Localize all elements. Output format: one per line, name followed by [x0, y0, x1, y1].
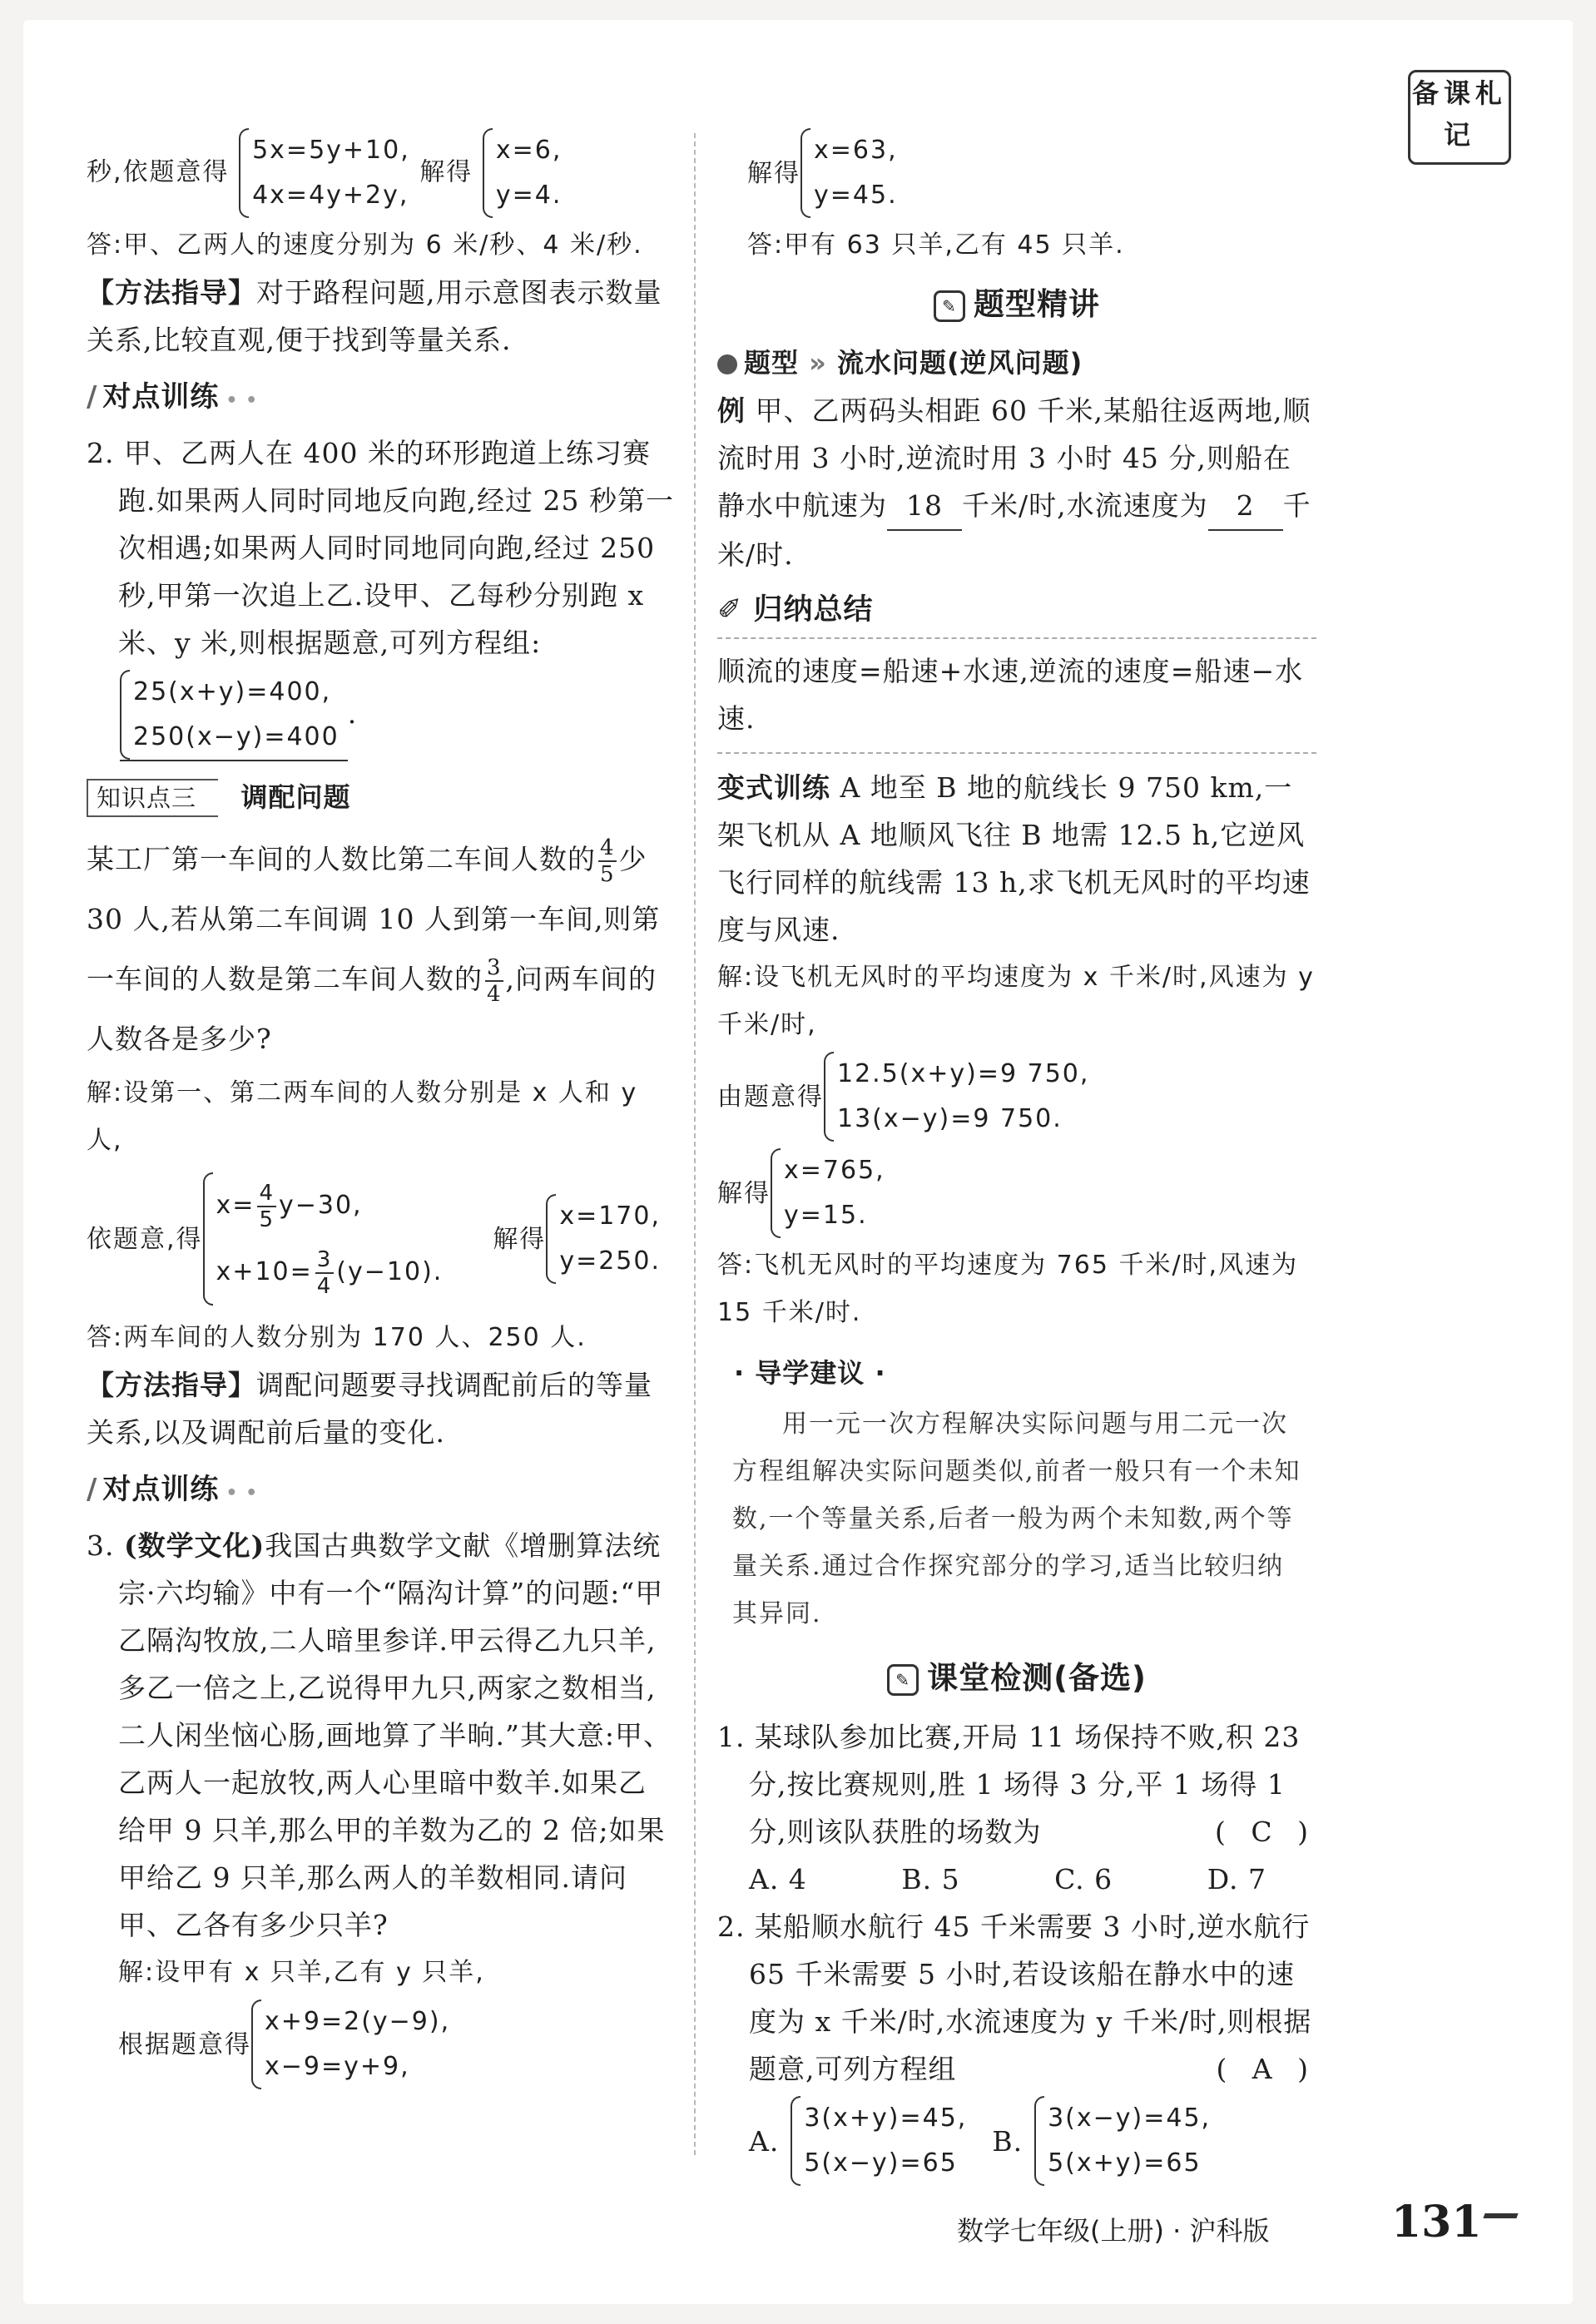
numerator: 4 — [600, 835, 615, 860]
numerator: 3 — [487, 955, 502, 980]
guide-text: 用一元一次方程解决实际问题与用二元一次方程组解决实际问题类似,前者一般只有一个未知数,一个等量关系,后者一般为两个未知数,两个等量关系.通过合作探究部分的学习,适当比较归纳其异同. — [732, 1410, 1301, 1628]
solution-lead: 解得 — [747, 158, 800, 188]
option-label: A. — [749, 2124, 780, 2158]
option: B. 5 — [901, 1863, 960, 1895]
drill-heading-2: / 对点训练 • • — [87, 1473, 259, 1506]
example-problem — [717, 387, 1316, 578]
equation: x=63, — [814, 136, 898, 165]
example-tag: 例 — [717, 394, 746, 427]
allocation-problem — [87, 830, 674, 1069]
question-text: 我国古典数学文献《增删算法统宗·六均输》中有一个“隔沟计算”的问题:“甲乙隔沟牧放,二人暗里参详.甲云得乙九只羊,多乙一倍之上,乙说得甲九只,两家之数相当,二人闲坐恼心肠,画地算了半晌.”其大意:甲、乙两人一起放牧,两人心里暗中数羊.如果乙给甲 9 只羊,那么甲的羊数为乙的 2 倍;如果甲给乙 9 只羊,那么两人的羊数相同.请问甲、乙各有多少只羊? — [118, 1529, 672, 1941]
equation: 250(x−y)=400 — [133, 722, 340, 751]
question-text: 2. 某船顺水航行 45 千米需要 3 小时,逆水航行 65 千米需要 5 小时,若设该船在静水中的速度为 x 千米/时,水流速度为 y 千米/时,则根据题意,可列方程组 — [717, 1910, 1312, 2085]
section-title: 课堂检测(备选) — [927, 1660, 1147, 1696]
summary-title: 归纳总结 — [753, 593, 874, 627]
knowledge-point-3 — [87, 773, 674, 821]
right-column — [717, 125, 1316, 2189]
topic-title: 流水问题(逆风问题) — [836, 347, 1083, 379]
answer-blank: 2 — [1208, 482, 1283, 531]
summary-text: 顺流的速度=船速+水速,逆流的速度=船速−水速. — [717, 655, 1304, 735]
denominator: 4 — [487, 982, 502, 1007]
problem1-solution — [87, 125, 674, 221]
topic-icon — [717, 354, 737, 374]
equation: 3(x−y)=45, — [1048, 2103, 1212, 2133]
solution-system — [800, 128, 898, 218]
equation: 5(x+y)=65 — [1048, 2148, 1202, 2178]
equation: 3(x+y)=45, — [804, 2103, 968, 2133]
equation-system — [239, 128, 410, 218]
topic-label: 题型 — [744, 347, 800, 379]
section-question-types — [717, 280, 1316, 328]
section-icon: ✎ — [934, 290, 965, 322]
section-title: 题型精讲 — [974, 286, 1100, 322]
question-3: 3. (数学文化)我国古典数学文献《增删算法统宗·六均输》中有一个“隔沟计算”的问题:“甲乙隔沟牧放,二人暗里参详.甲云得乙九只羊,多乙一倍之上,乙说得甲九只,两家之数相当,二人闲坐恼心肠,画地算了半晌.”其大意:甲、乙两人一起放牧,两人心里暗中数羊.如果乙给甲 9 只羊,那么甲的羊数为乙的 2 倍;如果甲给乙 9 只羊,那么两人的羊数相同.请问甲、乙各有多少只羊? — [87, 1529, 672, 1941]
question-3-system — [87, 1996, 674, 2093]
equation — [216, 1172, 444, 1239]
equation: x+9=2(y−9), — [265, 2007, 451, 2036]
fraction — [315, 1247, 335, 1299]
pencil-icon: ✐ — [717, 593, 743, 627]
eq-part: y−30, — [278, 1191, 363, 1220]
equation: x=6, — [495, 136, 563, 165]
variant-tag: 变式训练 — [717, 771, 830, 804]
equation: 13(x−y)=9 750. — [837, 1104, 1063, 1133]
question-3-solution: 解:设甲有 x 只羊,乙有 y 只羊, — [118, 1958, 485, 1987]
solution-lead: 依题意,得 — [87, 1224, 203, 1254]
method-guide-2 — [87, 1361, 674, 1456]
section-class-test — [717, 1654, 1316, 1702]
answer-blank: 18 — [887, 482, 962, 531]
equation — [216, 1239, 444, 1306]
test-question-2 — [717, 1903, 1316, 2093]
method-tag: 【方法指导】 — [87, 276, 256, 309]
equation-system — [251, 1999, 450, 2089]
option: C. 6 — [1054, 1863, 1113, 1895]
drill-title: 对点训练 — [102, 380, 220, 414]
topic-heading: 题型 » 流水问题(逆风问题) — [717, 339, 1316, 387]
option-label: B. — [992, 2124, 1024, 2158]
example-text: 甲、乙两码头相距 60 千米,某船往返两地,顺流时用 3 小时,逆流时用 3 小时 45 分,则船在静水中航速为 — [717, 394, 1311, 522]
denominator: 4 — [316, 1273, 333, 1299]
option-system — [1034, 2096, 1211, 2186]
solution-lead: 秒,依题意得 — [87, 157, 230, 187]
method-text: 对于路程问题,用示意图表示数量关系,比较直观,便于找到等量关系. — [87, 276, 662, 356]
example-text: 千米/时. — [717, 489, 1311, 571]
summary-heading — [717, 587, 1316, 639]
fraction — [598, 835, 617, 887]
question-2: 2. 甲、乙两人在 400 米的环形跑道上练习赛跑.如果两人同时同地反向跑,经过 25 秒第一次相遇;如果两人同时同地同向跑,经过 250 秒,甲第一次追上乙.设甲、乙每秒分别跑 x 米、y 米,则根据题意,可列方程组: — [87, 437, 674, 659]
drill-title: 对点训练 — [102, 1473, 220, 1506]
equation-system — [120, 670, 348, 761]
allocation-solution — [87, 1169, 674, 1309]
solution-system — [483, 128, 563, 218]
option: D. 7 — [1207, 1863, 1266, 1895]
test-question-1-options — [717, 1856, 1316, 1903]
column-divider — [694, 133, 696, 2155]
question-3-result — [717, 125, 1316, 221]
question-2-answer — [87, 666, 674, 765]
left-column — [87, 125, 674, 2093]
guide-heading: · 导学建议 · — [734, 1357, 886, 1389]
solution-lead: 解得 — [493, 1224, 547, 1254]
answer-2: 答:两车间的人数分别为 170 人、250 人. — [87, 1323, 587, 1352]
footer-book-title: 数学七年级(上册) · 沪科版 — [957, 2215, 1270, 2247]
equation-system — [203, 1172, 444, 1306]
fraction — [485, 955, 503, 1007]
equation: 4x=4y+2y, — [252, 181, 409, 210]
equation: 12.5(x+y)=9 750, — [837, 1059, 1090, 1088]
drill-heading-1: / 对点训练 • • — [87, 380, 259, 414]
solution-lead: 根据题意得 — [118, 2029, 251, 2059]
equation: y=45. — [814, 181, 898, 210]
stamp-text: 备课札记 — [1411, 77, 1507, 151]
page-number: 131 — [1391, 2197, 1482, 2247]
equation: 5(x−y)=65 — [804, 2148, 958, 2178]
fraction — [257, 1181, 276, 1232]
problem-text: ,问两车间的人数各是多少? — [87, 963, 657, 1055]
equation-system — [824, 1052, 1089, 1142]
question-text: 1. 某球队参加比赛,开局 11 场保持不败,积 23 分,按比赛规则,胜 1 场得 3 分,平 1 场得 1 分,则该队获胜的场数为 — [717, 1721, 1301, 1848]
variant-answer: 答:飞机无风时的平均速度为 765 千米/时,风速为 15 千米/时. — [717, 1251, 1299, 1327]
knowledge-tag: 知识点三 — [87, 779, 218, 817]
equation: y=4. — [495, 181, 563, 210]
question-answer: ( C ) — [1215, 1816, 1316, 1848]
solution-lead: 由题意得 — [717, 1082, 824, 1112]
solution-system — [546, 1194, 661, 1284]
option-system — [791, 2096, 967, 2186]
method-text: 调配问题要寻找调配前后的等量关系,以及调配前后量的变化. — [87, 1369, 652, 1449]
denominator: 5 — [600, 862, 615, 887]
question-tag: (数学文化) — [123, 1529, 265, 1562]
solution-lead: 解得 — [419, 157, 473, 187]
variant-result — [717, 1145, 1316, 1241]
test-question-2-options — [717, 2093, 1316, 2189]
equation: y=250. — [559, 1246, 661, 1276]
summary-box — [717, 647, 1316, 754]
knowledge-title: 调配问题 — [240, 781, 351, 813]
equation: 5x=5y+10, — [252, 136, 410, 165]
equation: y=15. — [784, 1201, 868, 1230]
equation: x=765, — [784, 1156, 885, 1185]
eq-part: (y−10). — [336, 1257, 444, 1286]
solution-system — [771, 1148, 885, 1238]
variant-exercise — [717, 764, 1316, 954]
lesson-notes-stamp — [1408, 70, 1511, 165]
denominator: 5 — [259, 1207, 275, 1232]
method-tag: 【方法指导】 — [87, 1369, 256, 1401]
equation: 25(x+y)=400, — [133, 677, 332, 706]
eq-part: x= — [216, 1191, 255, 1220]
test-question-1 — [717, 1713, 1316, 1856]
numerator: 3 — [316, 1246, 333, 1272]
period: . — [347, 697, 358, 730]
variant-solution-intro: 解:设飞机无风时的平均速度为 x 千米/时,风速为 y 千米/时, — [717, 963, 1315, 1039]
numerator: 4 — [259, 1180, 275, 1206]
variant-system — [717, 1048, 1316, 1145]
answer-1: 答:甲、乙两人的速度分别为 6 米/秒、4 米/秒. — [87, 230, 643, 260]
problem-text: 某工厂第一车间的人数比第二车间人数的 — [87, 843, 596, 875]
example-text: 千米/时,水流速度为 — [962, 489, 1208, 522]
variant-text: A 地至 B 地的航线长 9 750 km,一架飞机从 A 地顺风飞往 B 地需 12.5 h,它逆风飞行同样的航线需 13 h,求飞机无风时的平均速度与风速. — [717, 771, 1311, 946]
answer-3: 答:甲有 63 只羊,乙有 45 只羊. — [747, 230, 1125, 260]
equation: x=170, — [559, 1202, 661, 1231]
option: A. 4 — [749, 1863, 807, 1895]
solution-lead: 解得 — [717, 1178, 771, 1208]
question-answer: ( A ) — [1216, 2053, 1316, 2085]
eq-part: x+10= — [216, 1257, 313, 1286]
section-icon: ✎ — [887, 1664, 919, 1696]
equation: x−9=y+9, — [265, 2052, 410, 2081]
problem-text: 少 30 人,若从第二车间调 10 人到第一车间,则第一车间的人数是第二车间人数的 — [87, 843, 661, 995]
method-guide-1 — [87, 269, 674, 364]
allocation-solution-intro: 解:设第一、第二两车间的人数分别是 x 人和 y 人, — [87, 1078, 638, 1155]
